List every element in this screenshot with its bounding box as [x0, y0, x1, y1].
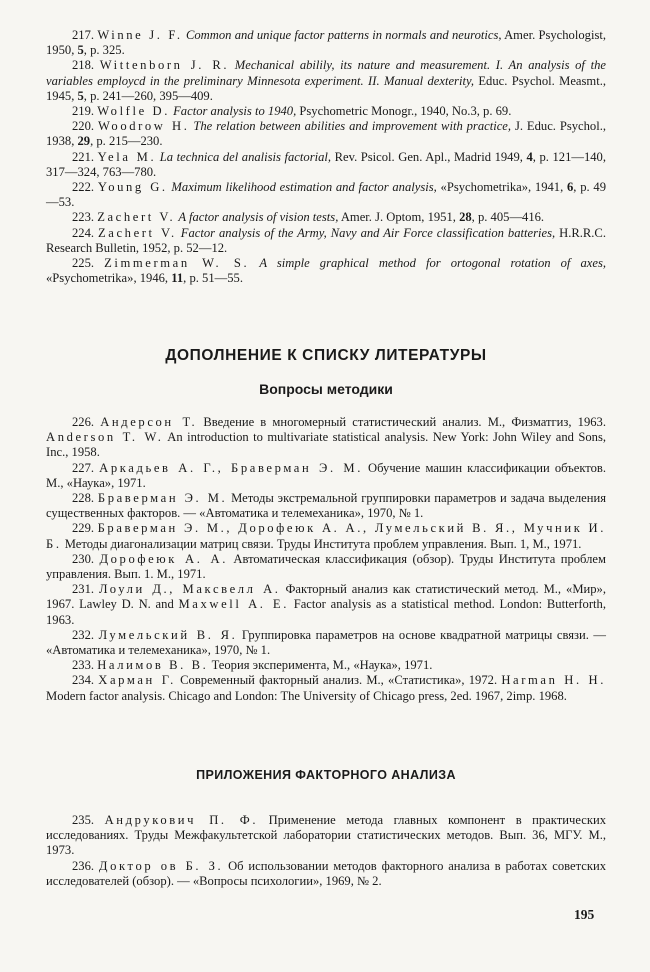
references-applications	[46, 813, 606, 889]
reference-235: 235. Андрукович П. Ф. Применение метода главных компонент в практических исследованиях. Труды Межфакультетской лаборатории статистических методов. Вып. 36, МГУ. М., 1973.	[46, 813, 606, 858]
reference-222: 222. Young G. Maximum likelihood estimation and factor analysis, «Psychometrika», 1941, 6, p. 49—53.	[46, 180, 606, 210]
reference-217: 217. Winne J. F. Common and unique factor patterns in normals and neurotics, Amer. Psychologist, 1950, 5, p. 325.	[46, 28, 606, 58]
references-top	[46, 28, 606, 286]
references-methods	[46, 415, 606, 704]
subsection-heading-methods: Вопросы методики	[259, 381, 393, 397]
reference-218: 218. Wittenborn J. R. Mechanical abilily, its nature and measurement. I. An analysis of the variables employcd in the preliminary Minnesota experiment. II. Manual dexterity, Educ. Psychol. Measmt., 1945, 5, p. 241—260, 395—409.	[46, 58, 606, 103]
reference-221: 221. Yela M. La technica del analisis factorial, Rev. Psicol. Gen. Apl., Madrid 1949, 4, p. 121—140, 317—324, 763—780.	[46, 149, 606, 179]
reference-226: 226. Андерсон Т. Введение в многомерный статистический анализ. М., Физматгиз, 1963. Anderson T. W. An introduction to multivariate statistical analysis. New York: John Wiley and Sons, Inc., 1958.	[46, 415, 606, 460]
section-heading-supplement: ДОПОЛНЕНИЕ К СПИСКУ ЛИТЕРАТУРЫ	[165, 347, 487, 364]
reference-231: 231. Лоули Д., Максвелл А. Факторный анализ как статистический метод. М., «Мир», 1967. Lawley D. N. and Maxwell A. E. Factor analysis as a statistical method. London: Butterforth, 1963.	[46, 582, 606, 627]
reference-229: 229. Браверман Э. М., Дорофеюк А. А., Лумельский В. Я., Мучник И. Б. Методы диагонализации матриц связи. Труды Института проблем управления. Вып. 1, М., 1971.	[46, 521, 606, 551]
reference-219: 219. Wolfle D. Factor analysis to 1940, Psychometric Monogr., 1940, No.3, p. 69.	[72, 104, 512, 119]
reference-233: 233. Налимов В. В. Теория эксперимента, М., «Наука», 1971.	[72, 658, 433, 673]
page-number: 195	[574, 907, 595, 922]
reference-225: 225. Zimmerman W. S. A simple graphical method for ortogonal rotation of axes, «Psychometrika», 1946, 11, p. 51—55.	[46, 256, 606, 286]
reference-236: 236. Доктор ов Б. З. Об использовании методов факторного анализа в работах советских исследователей (обзор). — «Вопросы психологии», 1969, № 2.	[46, 858, 606, 888]
subsection-heading-applications: ПРИЛОЖЕНИЯ ФАКТОРНОГО АНАЛИЗА	[196, 768, 456, 782]
reference-234: 234. Харман Г. Современный факторный анализ. М., «Статистика», 1972. Harman H. H. Modern factor analysis. Chicago and London: The University of Chicago press, 2ed. 1967, 2imp. 1968.	[46, 673, 607, 703]
reference-220: 220. Woodrow H. The relation between abilities and improvement with practice, J. Educ. Psychol., 1938, 29, p. 215—230.	[46, 119, 607, 149]
reference-227: 227. Аркадьев А. Г., Браверман Э. М. Обучение машин классификации объектов. М., «Наука», 1971.	[46, 460, 607, 490]
reference-232: 232. Лумельский В. Я. Группировка параметров на основе квадратной матрицы связи. — «Автоматика и телемеханика», 1970, № 1.	[46, 627, 607, 658]
reference-223: 223. Zachert V. A factor analysis of vision tests, Amer. J. Optom, 1951, 28, p. 405—416.	[72, 210, 545, 225]
reference-230: 230. Дорофеюк А. А. Автоматическая классификация (обзор). Труды Института проблем управления. Вып. 1. М., 1971.	[46, 551, 606, 582]
reference-228: 228. Браверман Э. М. Методы экстремальной группировки параметров и задача выделения существенных факторов. — «Автоматика и телемеханика», 1970, № 1.	[46, 491, 606, 521]
reference-224: 224. Zachert V. Factor analysis of the Army, Navy and Air Force classification batteries, H.R.R.C. Research Bulletin, 1952, p. 52—12.	[46, 225, 606, 255]
